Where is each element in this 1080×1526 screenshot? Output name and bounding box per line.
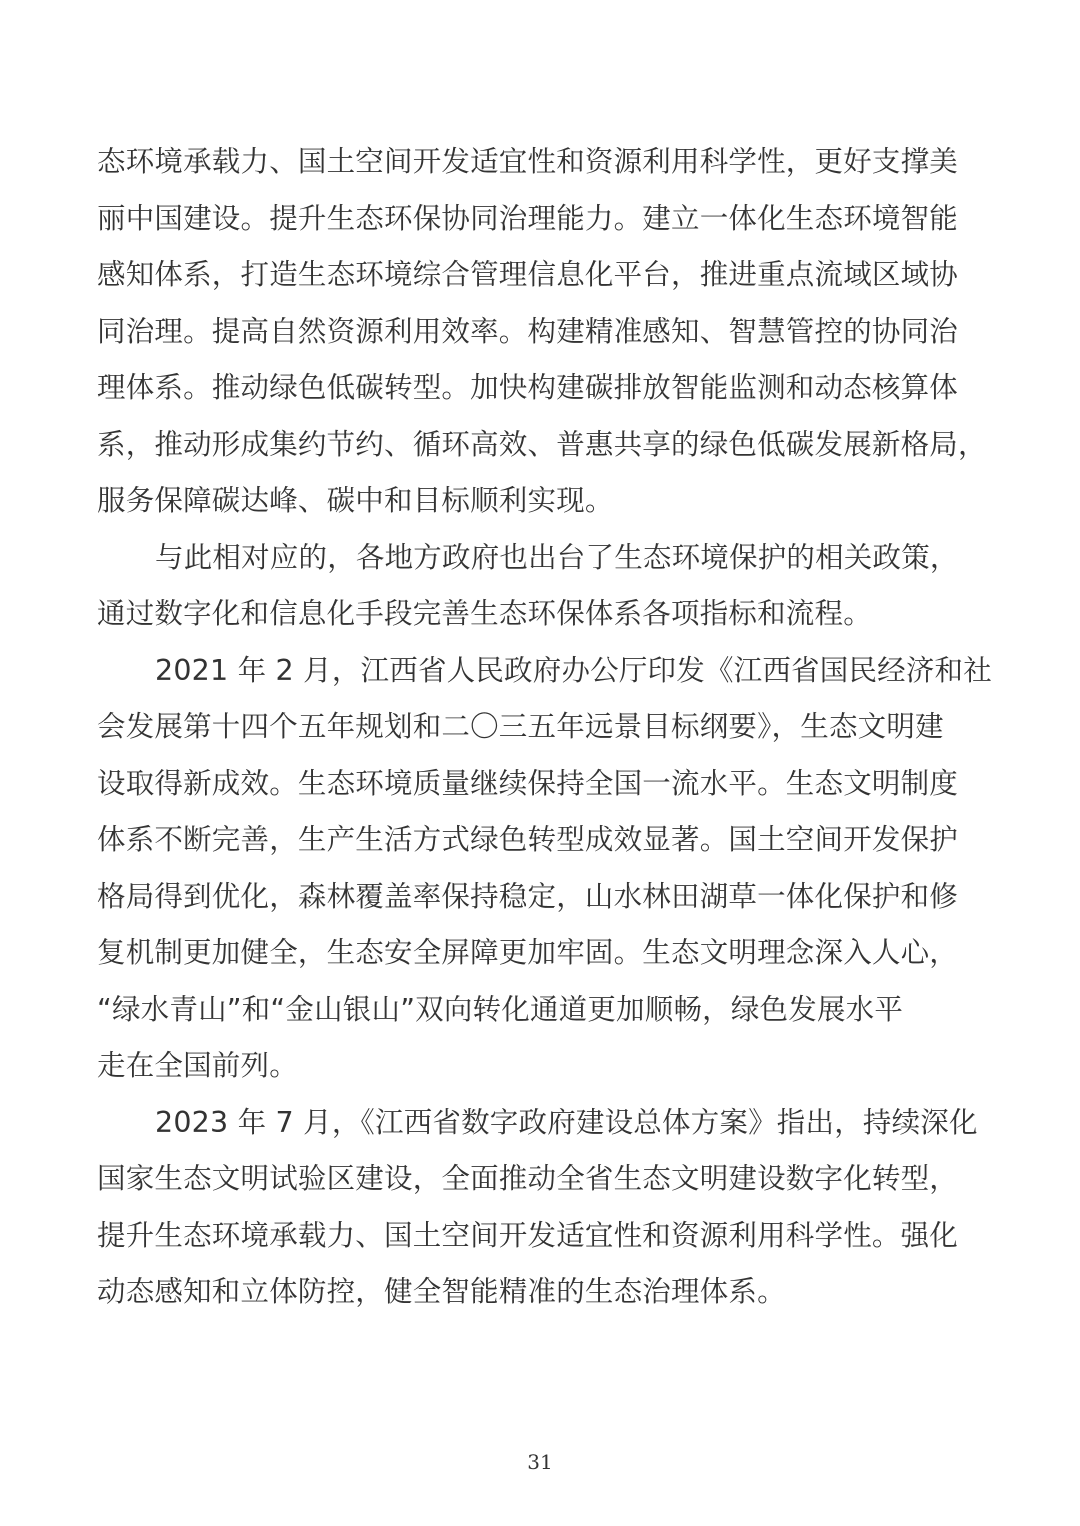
text-line: 通过数字化和信息化手段完善生态环保体系各项指标和流程。 — [97, 597, 872, 630]
paragraph-first-line: 与此相对应的，各地方政府也出台了生态环境保护的相关政策， — [155, 540, 959, 574]
text-line: 会发展第十四个五年规划和二〇三五年远景目标纲要》，生态文明建 — [97, 710, 944, 743]
text-line: 同治理。提高自然资源利用效率。构建精准感知、智慧管控的协同治 — [97, 314, 959, 348]
text-line: 动态感知和立体防控，健全智能精准的生态治理体系。 — [97, 1275, 786, 1308]
text-line: 理体系。推动绿色低碳转型。加快构建碳排放智能监测和动态核算体 — [97, 371, 959, 404]
text-line: 复机制更加健全，生态安全屏障更加牢固。生态文明理念深入人心， — [97, 936, 959, 969]
text-line: “绿水青山”和“金山银山”双向转化通道更加顺畅，绿色发展水平 — [97, 992, 904, 1026]
paragraph-first-line: 2023 年 7 月，《江西省数字政府建设总体方案》指出，持续深化 — [155, 1105, 978, 1139]
text-line: 服务保障碳达峰、碳中和目标顺利实现。 — [97, 484, 614, 517]
text-line: 丽中国建设。提升生态环保协同治理能力。建立一体化生态环境智能 — [97, 201, 959, 235]
paragraph-first-line: 2021 年 2 月，江西省人民政府办公厅印发《江西省国民经济和社 — [155, 653, 992, 687]
text-line: 体系不断完善，生产生活方式绿色转型成效显著。国土空间开发保护 — [97, 823, 959, 856]
text-line: 系，推动形成集约节约、循环高效、普惠共享的绿色低碳发展新格局， — [97, 427, 987, 461]
text-line: 国家生态文明试验区建设，全面推动全省生态文明建设数字化转型， — [97, 1162, 959, 1195]
text-line: 感知体系，打造生态环境综合管理信息化平台，推进重点流域区域协 — [97, 258, 959, 291]
body-text — [97, 134, 992, 1321]
page-number: 31 — [527, 1450, 553, 1474]
text-line: 设取得新成效。生态环境质量继续保持全国一流水平。生态文明制度 — [97, 766, 959, 800]
text-line: 态环境承载力、国土空间开发适宜性和资源利用科学性，更好支撑美 — [97, 145, 959, 178]
text-line: 提升生态环境承载力、国土空间开发适宜性和资源利用科学性。强化 — [97, 1218, 959, 1252]
text-line: 走在全国前列。 — [97, 1049, 298, 1082]
text-line: 格局得到优化，森林覆盖率保持稳定，山水林田湖草一体化保护和修 — [97, 879, 959, 913]
